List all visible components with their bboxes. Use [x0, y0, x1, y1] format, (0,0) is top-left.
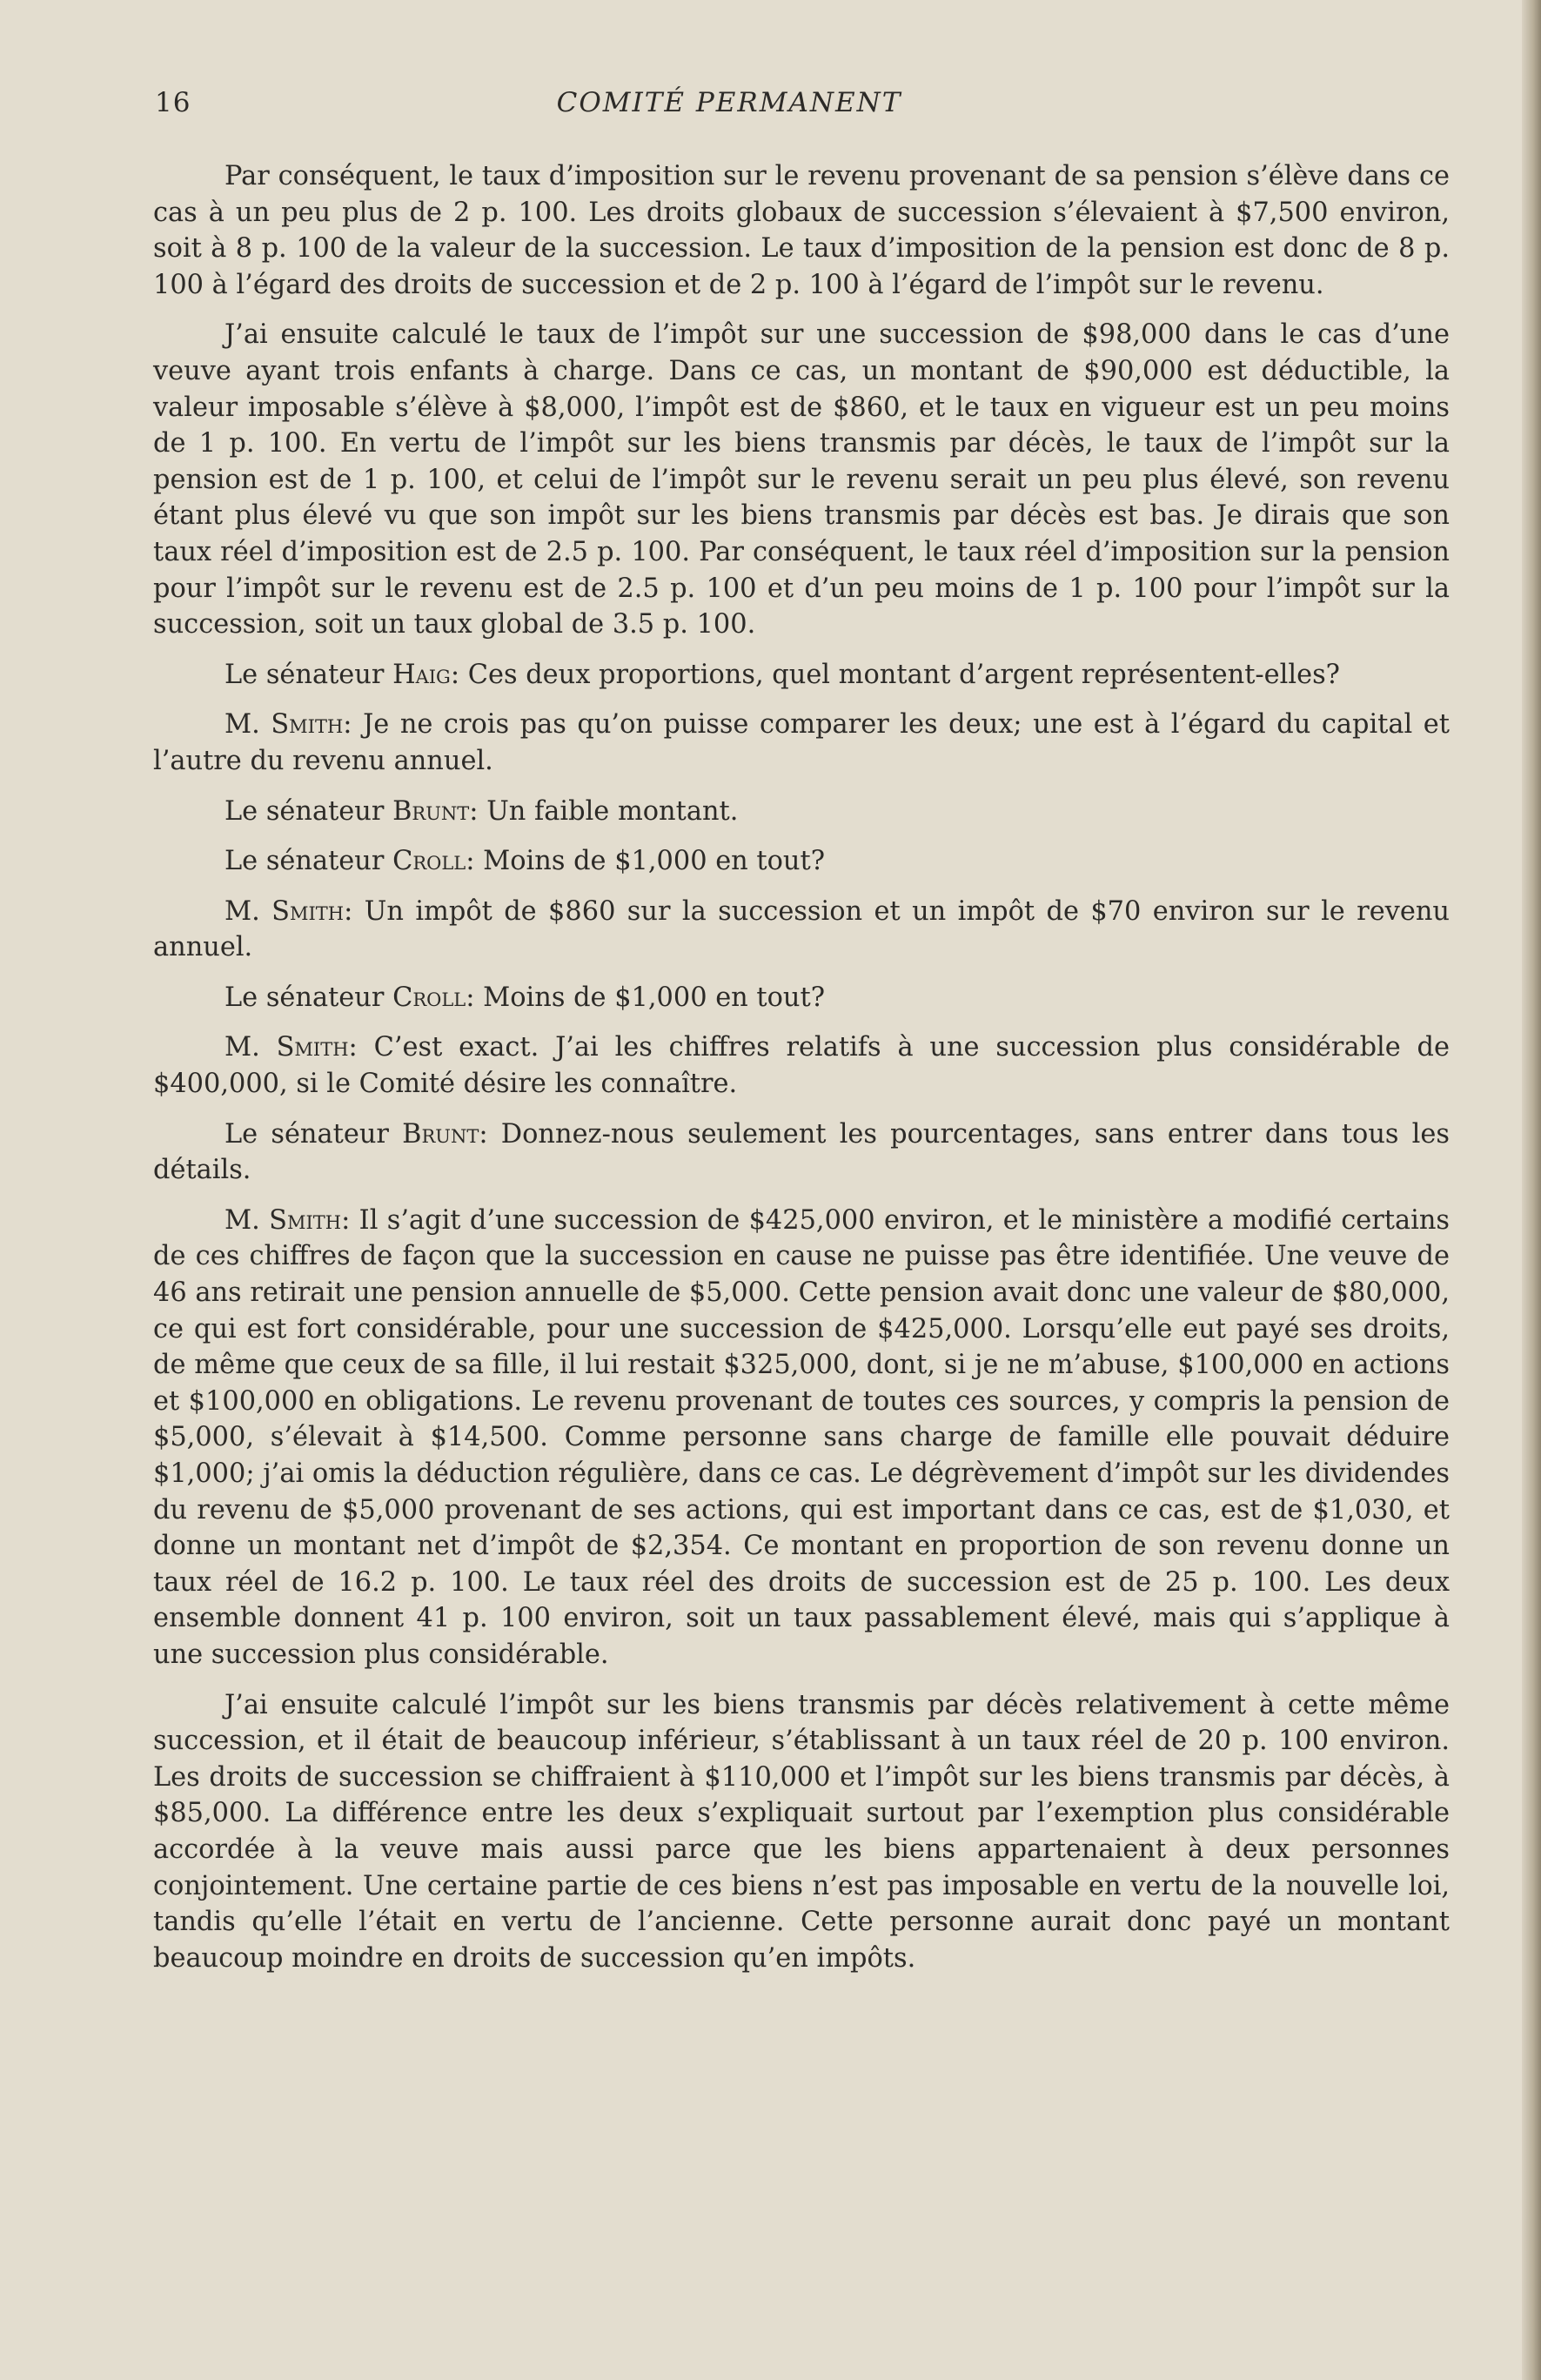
speaker-name: Croll [392, 846, 466, 877]
speech-brunt: Le sénateur Brunt: Un faible montant. [224, 795, 739, 827]
paragraph-2: J’ai ensuite calculé le taux de l’impôt sur une succession de $98,000 dans le cas d’une veuve ayant trois enfants à charge. Dans ce cas, un montant de $90,000 est déductible, la valeur imposable s’élève à $8,000, l’impôt est de $860, et le taux en vigueur est un peu moins de 1 p. 100. En vertu de l’impôt sur les biens transmis par décès, le taux de l’impôt sur la pension est de 1 p. 100, et celui de l’impôt sur le revenu serait un peu plus élevé, son revenu étant plus élevé vu que son impôt sur les biens transmis par décès est bas. Je dirais que son taux réel d’imposition est de 2.5 p. 100. Par conséquent, le taux réel d’imposition sur la pension pour l’impôt sur le revenu est de 2.5 p. 100 et d’un peu moins de 1 p. 100 pour l’impôt sur la succession, soit un taux global de 3.5 p. 100. [153, 319, 1450, 640]
speech-smith: M. Smith: Un impôt de $860 sur la succession et un impôt de $70 environ sur le revenu annuel. [153, 895, 1450, 963]
speaker-name: Brunt [402, 1118, 479, 1150]
speech-brunt: Le sénateur Brunt: Donnez-nous seulement les pourcentages, sans entrer dans tous les détails. [153, 1118, 1450, 1186]
page-number: 16 [155, 87, 191, 118]
speaker-name: Smith [269, 1204, 342, 1236]
paragraph-final: J’ai ensuite calculé l’impôt sur les biens transmis par décès relativement à cette même succession, et il était de beaucoup inférieur, s’établissant à un taux réel de 20 p. 100 environ. Les droits de succession se chiffraient à $110,000 et l’impôt sur les biens transmis par décès, à $85,000. La différence entre les deux s’expliquait surtout par l’exemption plus considérable accordée à la veuve mais aussi parce que les biens appartenaient à deux personnes conjointement. Une certaine partie de ces biens n’est pas imposable en vertu de la nouvelle loi, tandis qu’elle l’était en vertu de l’ancienne. Cette personne aurait donc payé un montant beaucoup moindre en droits de succession qu’en impôts. [153, 1689, 1450, 1974]
speech-haig: Le sénateur Haig: Ces deux proportions, quel montant d’argent représentent-elles? [224, 659, 1340, 690]
speech-smith: M. Smith: C’est exact. J’ai les chiffres relatifs à une succession plus considérable de $400,000, si le Comité désire les connaître. [153, 1032, 1450, 1100]
page-edge [1522, 0, 1541, 2380]
speaker-name: Smith [271, 895, 345, 927]
speech-smith: M. Smith: Il s’agit d’une succession de $425,000 environ, et le ministère a modifié certains de ces chiffres de façon que la succession en cause ne puisse pas être identifiée. Une veuve de 46 ans retirait une pension annuelle de $5,000. Cette pension avait donc une valeur de $80,000, ce qui est fort considérable, pour une succession de $425,000. Lorsqu’elle eut payé ses droits, de même que ceux de sa fille, il lui restait $325,000, dont, si je ne m’abuse, $100,000 en actions et $100,000 en obligations. Le revenu provenant de toutes ces sources, y compris la pension de $5,000, s’élevait à $14,500. Comme personne sans charge de famille elle pouvait déduire $1,000; j’ai omis la déduction régulière, dans ce cas. Le dégrèvement d’impôt sur les dividendes du revenu de $5,000 provenant de ses actions, qui est important dans ce cas, est de $1,030, et donne un montant net d’impôt de $2,354. Ce montant en proportion de son revenu donne un taux réel de 16.2 p. 100. Le taux réel des droits de succession est de 25 p. 100. Les deux ensemble donnent 41 p. 100 environ, soit un taux passablement élevé, mais qui s’applique à une succession plus considérable. [153, 1204, 1450, 1670]
speaker-name: Croll [392, 982, 466, 1013]
speaker-name: Smith [271, 709, 344, 741]
page-header [155, 87, 1443, 131]
speaker-name: Haig [392, 659, 451, 690]
speech-croll: Le sénateur Croll: Moins de $1,000 en tout? [224, 982, 826, 1013]
speaker-name: Brunt [392, 795, 470, 827]
speaker-name: Smith [276, 1032, 349, 1063]
running-head: COMITÉ PERMANENT [556, 87, 902, 118]
speech-croll: Le sénateur Croll: Moins de $1,000 en tout? [224, 846, 826, 877]
speech-smith: M. Smith: Je ne crois pas qu’on puisse comparer les deux; une est à l’égard du capital et l’autre du revenu annuel. [153, 709, 1450, 776]
paragraph-1: Par conséquent, le taux d’imposition sur le revenu provenant de sa pension s’élève dans ce cas à un peu plus de 2 p. 100. Les droits globaux de succession s’élevaient à $7,500 environ, soit à 8 p. 100 de la valeur de la succession. Le taux d’imposition de la pension est donc de 8 p. 100 à l’égard des droits de succession et de 2 p. 100 à l’égard de l’impôt sur le revenu. [153, 161, 1450, 300]
body-text [153, 158, 1450, 1990]
